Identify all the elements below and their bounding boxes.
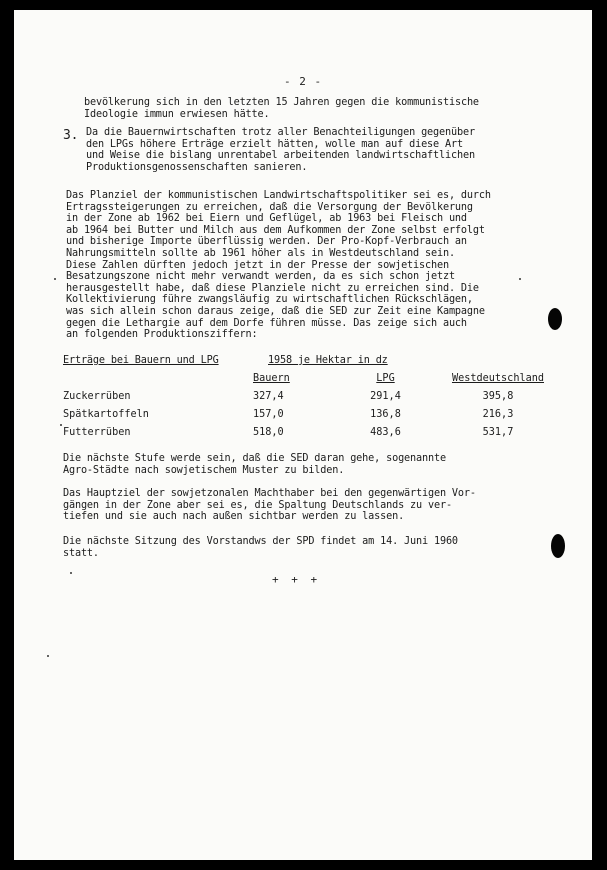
scan-speck [47,655,49,657]
table-cell-value: 136,8 [370,408,401,420]
table-cell-value: 395,8 [482,390,514,402]
table-cell-value: 327,4 [253,390,284,402]
document-page [14,10,592,860]
table-cell-value: 483,6 [370,426,401,438]
paragraph-naechste-sitzung: Die nächste Sitzung des Vorstandws der SPD findet am 14. Juni 1960 statt. [63,536,458,559]
table-cell-value: 216,3 [482,408,514,420]
paragraph-naechste-stufe: Die nächste Stufe werde sein, daß die SED daran gehe, sogenannte Agro-Städte nach sowjetischem Muster zu bilden. [63,453,446,476]
table-header-empty [63,370,253,387]
table-header-row [63,370,558,387]
list-item-number: 3. [63,128,79,143]
scan-speck [70,572,72,574]
table-cell-crop: Futterrüben [63,426,131,438]
yield-table [63,370,558,441]
scan-speck [54,278,56,280]
table-cell-value: 518,0 [253,426,284,438]
paragraph-continuation: bevölkerung sich in den letzten 15 Jahren gegen die kommunistische Ideologie immun erwiesen hätte. [84,97,479,120]
table-header-bauern: Bauern [253,373,290,384]
scan-speck [60,424,62,426]
table-cell-value: 157,0 [253,408,284,420]
paragraph-hauptziel: Das Hauptziel der sowjetzonalen Machthaber bei den gegenwärtigen Vor- gängen in der Zone aber sei es, die Spaltung Deutschlands zu ver- tiefen und sie auch nach außen sichtbar werden zu lassen. [63,488,476,523]
page-number: - 2 - [284,75,323,88]
scan-speck [519,278,521,280]
table-cell-crop: Zuckerrüben [63,390,131,402]
table-row [63,387,558,405]
table-row [63,423,558,441]
table-title [63,355,219,367]
table-cell-value: 531,7 [482,426,514,438]
list-item-3-text: Da die Bauernwirtschaften trotz aller Benachteiligungen gegenüber den LPGs höhere Erträge erzielt hätten, wolle man auf diese Art und Weise die bislang unrentabel arbeitenden landwirtschaftlichen Produktionsgenossenschaften sanieren. [86,127,475,173]
table-header-westdeutschland: Westdeutschland [451,373,544,384]
paragraph-planziel: Das Planziel der kommunistischen Landwirtschaftspolitiker sei es, durch Ertragssteigerungen zu erreichen, daß die Versorgung der Bevölkerung in der Zone ab 1962 bei Eiern und Geflügel, ab 1963 bei Fleisch und ab 1964 bei Butter und Milch aus dem Aufkommen der Zone selbst erfolgt und bisherige Importe überflüssig werden. Der Pro-Kopf-Verbrauch an Nahrungsmitteln sollte ab 1961 höher als in Westdeutschland sein. Diese Zahlen dürften jedoch jetzt in der Presse der sowjetischen Besatzungszone nicht mehr verwandt werden, da es sich schon jetzt herausgestellt habe, daß diese Planziele nicht zu erreichen sind. Die Kollektivierung führe zwangsläufig zu wirtschaftlichen Rückschlägen, was sich allein schon daraus zeige, daß die SED zur Zeit eine Kampagne gegen die Lethargie auf dem Dorfe führen müsse. Das zeige sich auch an folgenden Produktionsziffern: [66,190,491,341]
table-cell-crop: Spätkartoffeln [63,408,149,420]
punch-hole-mark [551,534,565,558]
table-title-part2: 1958 je Hektar in dz [268,355,388,366]
table-cell-value: 291,4 [370,390,401,402]
table-title-part1: Erträge bei Bauern und LPG [63,355,219,366]
table-row [63,405,558,423]
punch-hole-mark [548,308,562,330]
table-header-lpg: LPG [376,373,395,384]
table-subtitle [268,355,388,367]
end-mark: + + + [272,573,321,586]
